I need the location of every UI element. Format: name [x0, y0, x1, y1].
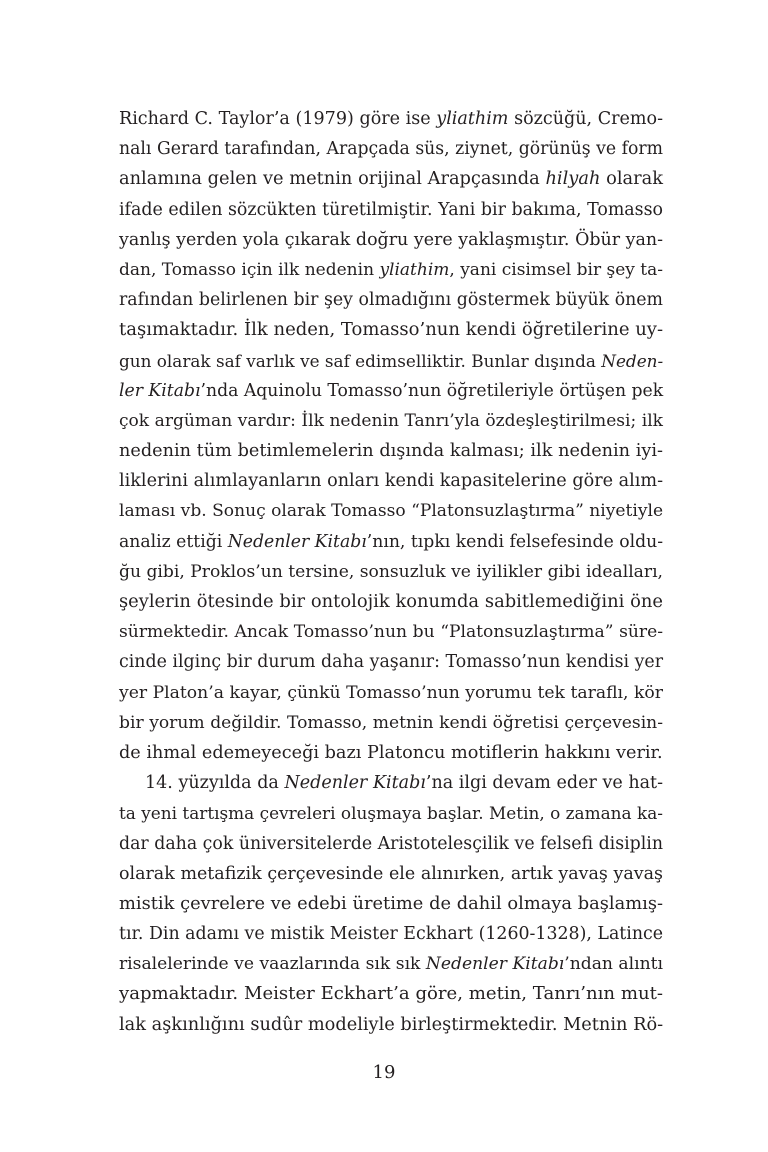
text-line: [119, 285, 663, 315]
text-line: [119, 134, 663, 164]
text-line: [119, 738, 663, 768]
text-run: dan, Tomasso için ilk nedenin: [119, 259, 380, 280]
page-number: 19: [372, 1062, 396, 1083]
text-run: ifade edilen sözcükten türetilmiştir. Yani bir bakıma, Tomasso: [119, 199, 663, 220]
text-line: [119, 315, 663, 345]
text-run: ’nın, tıpkı kendi felsefesinde oldu-: [366, 531, 664, 552]
text-run: nedenin tüm betimlemelerin dışında kalması; ilk nedenin iyi-: [119, 441, 663, 462]
text-run: çok argüman vardır: İlk nedenin Tanrı’yla özdeşleştirilmesi; ilk: [119, 410, 663, 431]
text-run: cinde ilginç bir durum daha yaşanır: Tomasso’nun kendisi yer: [119, 652, 663, 673]
text-run: olarak: [600, 168, 663, 190]
text-run: şeylerin ötesinde bir ontolojik konumda sabitlemediğini öne: [119, 591, 663, 612]
italic-text: ler Kitabı: [119, 380, 201, 401]
text-line: [119, 617, 663, 647]
text-line: [119, 195, 663, 225]
text-run: anlamına gelen ve metnin orijinal Arapçasında: [119, 168, 546, 190]
text-run: Richard C. Taylor’a (1979) göre ise: [119, 109, 437, 129]
text-run: sürmektedir. Ancak Tomasso’nun bu “Platonsuzlaştırma” süre-: [119, 622, 663, 643]
italic-text: yliathim: [379, 259, 450, 280]
text-line: [119, 346, 663, 376]
text-run: gun olarak saf varlık ve saf edimselliktir. Bunlar dışında: [119, 350, 602, 371]
body-text: [119, 104, 663, 1040]
text-run: olarak metafizik çerçevesinde ele alınırken, artık yavaş yavaş: [119, 863, 663, 884]
italic-text: Neden-: [601, 350, 664, 371]
text-run: ta yeni tartışma çevreleri oluşmaya başlar. Metin, o zamana ka-: [119, 803, 663, 824]
text-line: [119, 104, 663, 134]
text-line: [119, 678, 663, 708]
text-line: [119, 466, 663, 496]
text-line: [119, 708, 663, 738]
text-run: de ihmal edemeyeceği bazı Platoncu motiflerin hakkını verir.: [119, 742, 663, 763]
italic-text: Nedenler Kitabı: [284, 773, 426, 794]
text-line: [119, 225, 663, 255]
text-run: ’ndan alıntı: [564, 954, 663, 975]
text-line: [119, 919, 663, 949]
text-run: dar daha çok üniversitelerde Aristotelesçilik ve felsefi disiplin: [119, 833, 663, 854]
text-run: analiz ettiği: [119, 531, 228, 552]
text-line: [119, 557, 663, 587]
text-line: [119, 949, 663, 979]
text-run: 14. yüzyılda da: [145, 773, 285, 794]
text-run: , yani cisimsel bir şey ta-: [449, 259, 663, 280]
italic-text: yliathim: [436, 109, 509, 129]
text-line: [119, 768, 663, 798]
text-line: [119, 406, 663, 436]
italic-text: hilyah: [545, 168, 601, 190]
text-line: [119, 647, 663, 677]
text-line: [119, 376, 663, 406]
text-line: [119, 829, 663, 859]
text-line: [119, 527, 663, 557]
text-run: yanlış yerden yola çıkarak doğru yere yaklaşmıştır. Öbür yan-: [119, 229, 663, 250]
italic-text: Nedenler Kitabı: [425, 954, 565, 975]
text-run: sözcüğü, Cremo-: [508, 109, 663, 129]
text-line: [119, 859, 663, 889]
text-run: rafından belirlenen bir şey olmadığını göstermek büyük önem: [119, 290, 663, 311]
text-line: [119, 436, 663, 466]
text-line: [119, 1010, 663, 1040]
text-run: ’nda Aquinolu Tomasso’nun öğretileriyle örtüşen pek: [200, 380, 664, 401]
text-run: laması vb. Sonuç olarak Tomasso “Platonsuzlaştırma” niyetiyle: [119, 501, 664, 522]
text-line: [119, 496, 663, 526]
text-run: taşımaktadır. İlk neden, Tomasso’nun kendi öğretilerine uy-: [119, 319, 664, 341]
text-run: yapmaktadır. Meister Eckhart’a göre, metin, Tanrı’nın mut-: [119, 983, 663, 1005]
text-line: [119, 587, 663, 617]
text-run: nalı Gerard tarafından, Arapçada süs, ziynet, görünüş ve form: [119, 139, 663, 160]
text-line: [119, 164, 663, 194]
text-run: yer Platon’a kayar, çünkü Tomasso’nun yorumu tek taraflı, kör: [119, 682, 663, 703]
text-line: [119, 979, 663, 1009]
text-run: risalelerinde ve vaazlarında sık sık: [119, 954, 426, 975]
text-line: [119, 798, 663, 828]
text-run: lak aşkınlığını sudûr modeliyle birleştirmektedir. Metnin Rö-: [119, 1014, 664, 1035]
text-run: ğu gibi, Proklos’un tersine, sonsuzluk ve iyilikler gibi idealları,: [119, 561, 663, 582]
text-run: liklerini alımlayanların onları kendi kapasitelerine göre alım-: [119, 471, 664, 492]
text-run: mistik çevrelere ve edebi üretime de dahil olmaya başlamış-: [119, 892, 663, 914]
text-line: [119, 889, 663, 919]
text-run: tır. Din adamı ve mistik Meister Eckhart (1260-1328), Latince: [119, 924, 663, 945]
italic-text: Nedenler Kitabı: [227, 531, 367, 552]
text-line: [119, 255, 663, 285]
text-run: ’na ilgi devam eder ve hat-: [425, 773, 663, 794]
text-run: bir yorum değildir. Tomasso, metnin kendi öğretisi çerçevesin-: [119, 712, 663, 733]
